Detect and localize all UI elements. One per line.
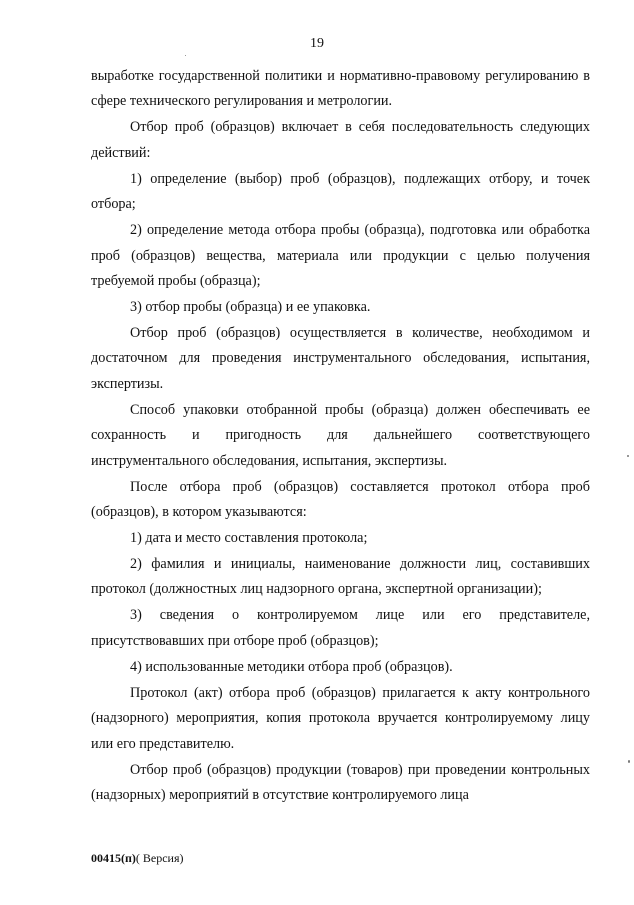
paragraph: После отбора проб (образцов) составляется протокол отбора проб (образцов), в котором указываются:: [91, 478, 590, 521]
paragraph: Протокол (акт) отбора проб (образцов) прилагается к акту контрольного (надзорного) мероприятия, копия протокола вручается контролируемому лицу или его представителю.: [91, 684, 590, 752]
page-number: 19: [310, 36, 324, 51]
paragraph: Отбор проб (образцов) включает в себя последовательность следующих действий:: [91, 119, 590, 161]
scan-speck: [628, 760, 630, 763]
list-item: 3) отбор пробы (образца) и ее упаковка.: [130, 299, 371, 316]
list-item: 4) использованные методики отбора проб (образцов).: [130, 658, 453, 675]
paragraph: Способ упаковки отобранной пробы (образца) должен обеспечивать ее сохранность и пригодность для дальнейшего соответствующего инструментального обследования, испытания, экспертизы.: [91, 401, 590, 469]
document-body: [91, 64, 590, 809]
document-code: 00415(п): [91, 851, 136, 865]
paragraph: выработке государственной политики и нормативно-правовому регулированию в сфере технического регулирования и метрологии.: [91, 68, 590, 110]
scan-speck: [627, 455, 629, 457]
footer: [91, 851, 184, 866]
list-item: 2) фамилия и инициалы, наименование должности лиц, составивших протокол (должностных лиц надзорного органа, экспертной организации);: [91, 556, 590, 598]
list-item: 1) дата и место составления протокола;: [130, 530, 368, 547]
paragraph: Отбор проб (образцов) осуществляется в количестве, необходимом и достаточном для проведения инструментального обследования, испытания, экспертизы.: [91, 325, 590, 392]
list-item: 1) определение (выбор) проб (образцов), подлежащих отбору, и точек отбора;: [91, 170, 590, 213]
list-item: 2) определение метода отбора пробы (образца), подготовка или обработка проб (образцов) вещества, материала или продукции с целью получения требуемой пробы (образца);: [91, 222, 590, 290]
list-item: 3) сведения о контролируемом лице или его представителе, присутствовавших при отборе проб (образцов);: [91, 607, 590, 649]
paragraph: Отбор проб (образцов) продукции (товаров) при проведении контрольных (надзорных) мероприятий в отсутствие контролируемого лица: [91, 761, 590, 804]
document-version: ( Версия): [135, 851, 184, 865]
scan-speck: [185, 55, 186, 56]
